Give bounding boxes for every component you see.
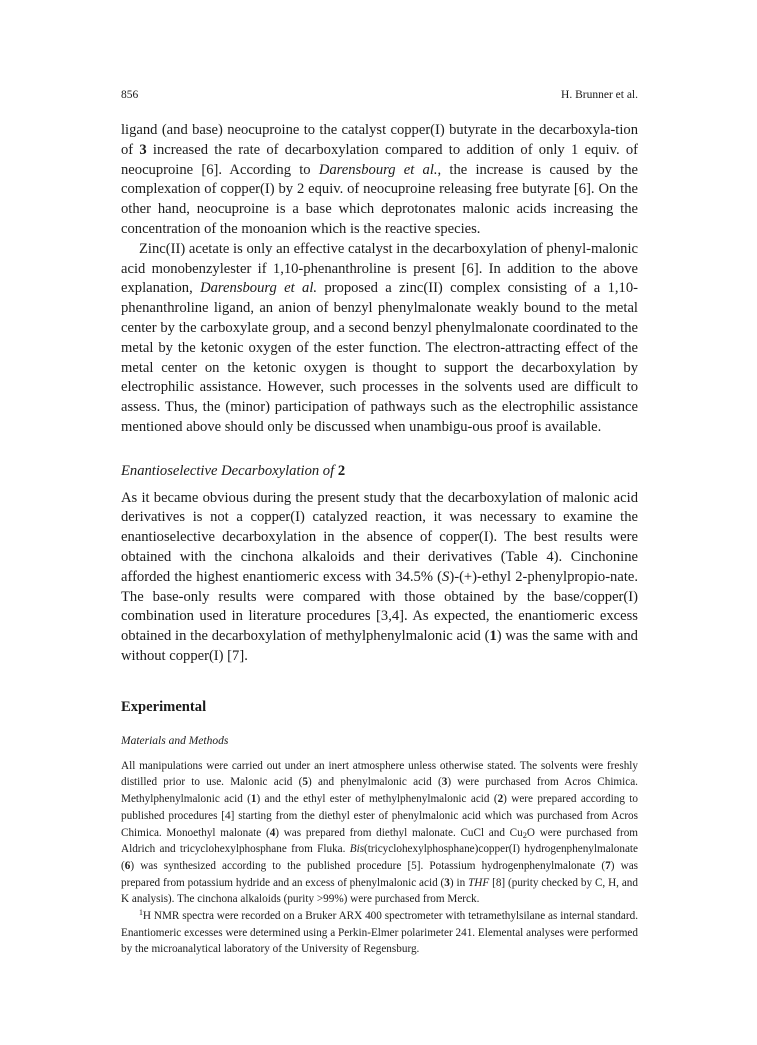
body-text [121,121,638,438]
paragraph-1 [121,121,638,240]
italic-prefix: Bis [349,843,365,856]
experimental-text [121,758,638,958]
text-span: [8] (purity checked by C, H, and K analysis). The cinchona alkaloids (purity >99%) were purchased from Merck. [121,876,638,906]
compound-number: 5 [302,776,308,789]
author-citation: Darensbourg et al. [318,161,438,178]
subscript: 2 [522,830,527,840]
paragraph-3 [121,489,638,667]
compound-number: 7 [605,859,611,872]
page [121,88,638,958]
compound-number: 1 [250,793,257,806]
compound-number: 6 [124,859,131,872]
text-span: ) in [449,876,469,889]
text-span: (tricyclohexylphosphane)copper(I) hydrogenphenylmalonate ( [121,843,638,872]
text-span: ) was prepared from diethyl malonate. CuCl and Cu [275,826,523,839]
running-title: H. Brunner et al. [561,89,638,101]
text-span: ) and phenylmalonic acid ( [307,776,442,789]
materials-methods-subheading: Materials and Methods [121,734,229,747]
paragraph-2 [121,240,638,438]
text-span: , the increase is caused by the complexation of copper(I) by 2 equiv. of neocuproine releasing free butyrate [6]. On the other hand, neocuproine is a base which deprotonates malonic acids increasing the concentration of the monoanion which is the reactive species. [121,161,638,237]
text-span: ) was synthesized according to the published procedure [5]. Potassium hydrogenphenylmalonate ( [130,859,606,872]
compound-number: 2 [497,793,504,806]
compound-number: 3 [441,776,448,789]
text-span: Zinc(II) acetate is only an effective catalyst in the decarboxylation of phenyl-malonic acid monobenzylester if 1,10-phenanthroline is present [6]. In addition to the above explanation, [121,240,638,297]
page-number: 856 [121,89,139,101]
compound-number: 4 [269,826,276,839]
text-span: H NMR spectra were recorded on a Bruker ARX 400 spectrometer with tetramethylsilane as internal standard. Enantiomeric excesses were determined using a Perkin-Elmer polarimeter 241. Elemental analyses were performed by the microanalytical laboratory of the University of Regensburg. [121,910,638,956]
text-span: ) were prepared according to published procedures [4] starting from the diethyl ester of phenylmalonic acid which was purchased from Acros Chimica. Monoethyl malonate ( [121,793,638,839]
text-span: )-(+)-ethyl 2-phenylpropio-nate. The base-only results were compared with those obtained by the base/copper(I) combination used in literature procedures [3,4]. As expected, the enantiomeric excess obtained in the decarboxylation of methylphenylmalonic acid ( [121,568,639,645]
text-span: O were purchased from Aldrich and tricyclohexylphosphane from Fluka. [121,826,638,856]
section-title-compound: 2 [337,462,346,479]
text-span: ) was prepared from potassium hydride and an excess of phenylmalonic acid ( [121,859,639,889]
text-span: ) was the same with and without copper(I) [7]. [121,628,638,664]
experimental-paragraph-2 [121,908,638,958]
stereo-descriptor: S [442,568,450,585]
compound-number: 3 [444,876,450,889]
text-span: ) were purchased from Acros Chimica. Methylphenylmalonic acid ( [121,776,638,806]
text-span: All manipulations were carried out under an inert atmosphere unless otherwise stated. The solvents were freshly distilled prior to use. Malonic acid ( [121,759,638,789]
section-title-text: Enantioselective Decarboxylation of [121,462,335,479]
text-span: ) and the ethyl ester of methylphenylmalonic acid ( [256,793,498,806]
section-title-enantioselective [121,462,638,482]
compound-number: 1 [489,628,497,645]
experimental-heading: Experimental [121,698,207,715]
solvent-abbrev: THF [468,876,490,889]
text-span: ligand (and base) neocuproine to the catalyst copper(I) butyrate in the decarboxyla-tion of [121,122,638,158]
superscript: 1 [139,908,143,918]
experimental-paragraph-1 [121,758,638,908]
compound-number: 3 [139,141,147,158]
page-header [121,88,638,102]
section-enantioselective-text [121,489,638,667]
text-span: As it became obvious during the present study that the decarboxylation of malonic acid derivatives is not a copper(I) catalyzed reaction, it was necessary to examine the enantioselective decarboxylation in the absence of copper(I). The best results were obtained with the cinchona alkaloids and their derivatives (Table 4). Cinchonine afforded the highest enantiomeric excess with 34.5% ( [121,489,638,585]
text-span: proposed a zinc(II) complex consisting of a 1,10-phenanthroline ligand, an anion of benzyl phenylmalonate weakly bound to the metal center by the carboxylate group, and a second benzyl phenylmalonate coordinated to the metal by the ketonic oxygen of the ester function. The electron-attracting effect of the metal center on the ketonic oxygen is thought to support the decarboxylation by electrophilic assistance. However, such processes in the solvents used are difficult to assess. Thus, the (minor) participation of pathways such as the electrophilic assistance mentioned above should only be discussed when unambigu-ous proof is available. [121,280,638,435]
text-span: increased the rate of decarboxylation compared to addition of only 1 equiv. of neocuproine [6]. According to [121,141,638,178]
author-citation: Darensbourg et al. [200,280,318,297]
